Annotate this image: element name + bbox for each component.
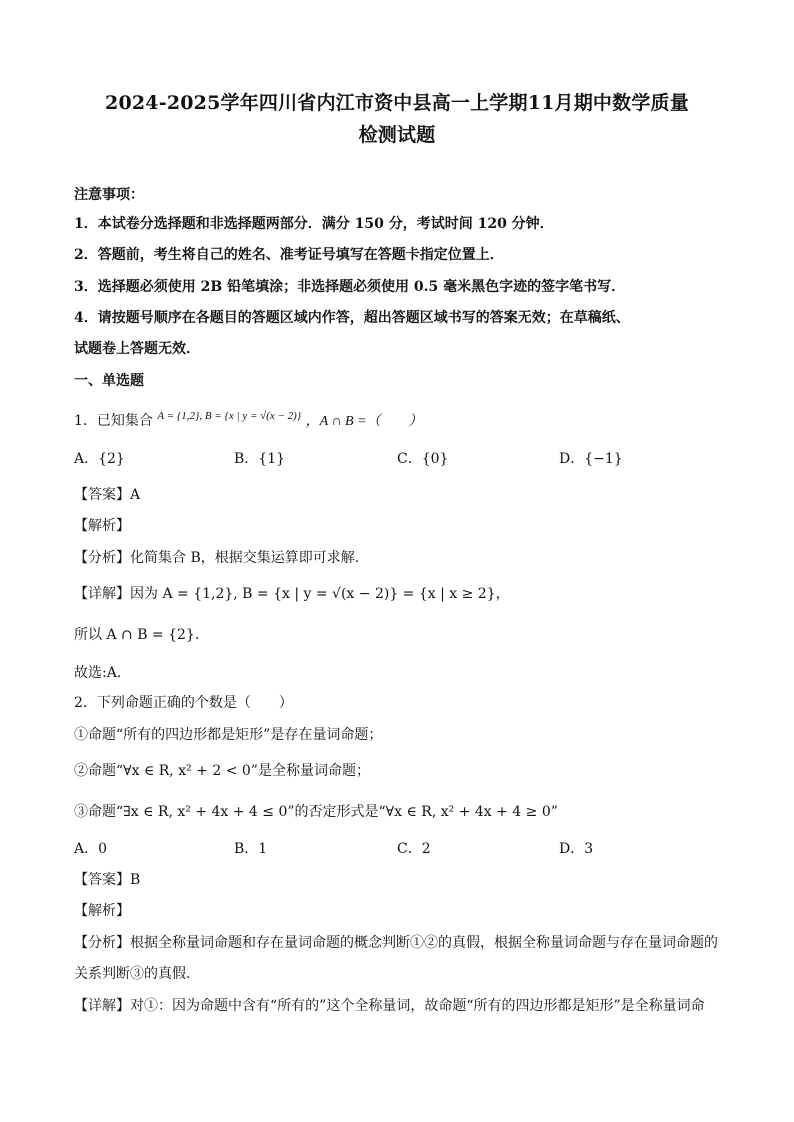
q1-answer: 【答案】A (74, 487, 141, 503)
q2-xiangjie: 【详解】对①：因为命题中含有“所有的”这个全称量词，故命题“所有的四边形都是矩形”是全称量词命 (74, 998, 705, 1014)
q1-suoyi: 所以 A ∩ B = {2}. (74, 627, 200, 643)
q2-stem: 2．下列命题正确的个数是（ ） (74, 695, 293, 711)
q2-answer: 【答案】B (74, 872, 141, 888)
title-line-1: 2024-2025学年四川省内江市资中县高一上学期11月期中数学质量 (105, 92, 689, 114)
q2-statement-2: ②命题“∀x ∈ R, x² + 2 < 0”是全称量词命题； (74, 763, 370, 779)
q2-jiexi: 【解析】 (74, 903, 130, 919)
notice-heading: 注意事项： (74, 187, 144, 203)
q1-option-c: C．{0} (397, 451, 449, 467)
notice-item-5: 试题卷上答题无效． (74, 341, 200, 357)
notice-item-2: 2．答题前，考生将自己的姓名、准考证号填写在答题卡指定位置上． (74, 247, 504, 263)
q2-statement-3: ③命题“∃x ∈ R, x² + 4x + 4 ≤ 0”的否定形式是“∀x ∈ R, x² + 4x + 4 ≥ 0” (74, 804, 558, 820)
q2-statement-1: ①命题“所有的四边形都是矩形”是存在量词命题； (74, 727, 383, 743)
q1-option-b: B．{1} (234, 451, 286, 467)
q2-fenxi-2: 关系判断③的真假. (74, 966, 191, 982)
q1-guxuan: 故选:A. (74, 665, 122, 681)
notice-item-1: 1．本试卷分选择题和非选择题两部分．满分 150 分，考试时间 120 分钟． (74, 216, 554, 232)
section-heading: 一、单选题 (74, 373, 144, 389)
title-line-2: 检测试题 (358, 124, 436, 146)
notice-item-4: 4．请按题号顺序在各题目的答题区域内作答，超出答题区域书写的答案无效；在草稿纸、 (74, 310, 630, 326)
q1-stem-math: A = {1,2}, B = {x | y = √(x − 2)} (157, 410, 302, 422)
q2-option-d: D．3 (559, 841, 594, 857)
q2-option-c: C．2 (397, 841, 431, 857)
q1-jiexi: 【解析】 (74, 518, 130, 534)
q2-option-b: B．1 (234, 841, 268, 857)
q1-fenxi: 【分析】化简集合 B，根据交集运算即可求解. (74, 550, 360, 566)
q1-xiangjie: 【详解】因为 A = {1,2}, B = {x | y = √(x − 2)} = {x | x ≥ 2}， (74, 586, 510, 602)
notice-item-3: 3．选择题必须使用 2B 铅笔填涂；非选择题必须使用 0.5 毫米黑色字迹的签字笔书写． (74, 279, 626, 295)
q1-option-d: D．{−1} (559, 451, 623, 467)
q1-option-a: A．{2} (74, 451, 125, 467)
q1-stem-suffix: ，A ∩ B =（ ） (305, 414, 423, 429)
q2-fenxi-1: 【分析】根据全称量词命题和存在量词命题的概念判断①②的真假，根据全称量词命题与存在量词命题的 (74, 935, 718, 951)
q2-option-a: A．0 (74, 841, 108, 857)
q1-stem (74, 410, 734, 430)
q1-stem-prefix: 1．已知集合 (74, 413, 153, 429)
